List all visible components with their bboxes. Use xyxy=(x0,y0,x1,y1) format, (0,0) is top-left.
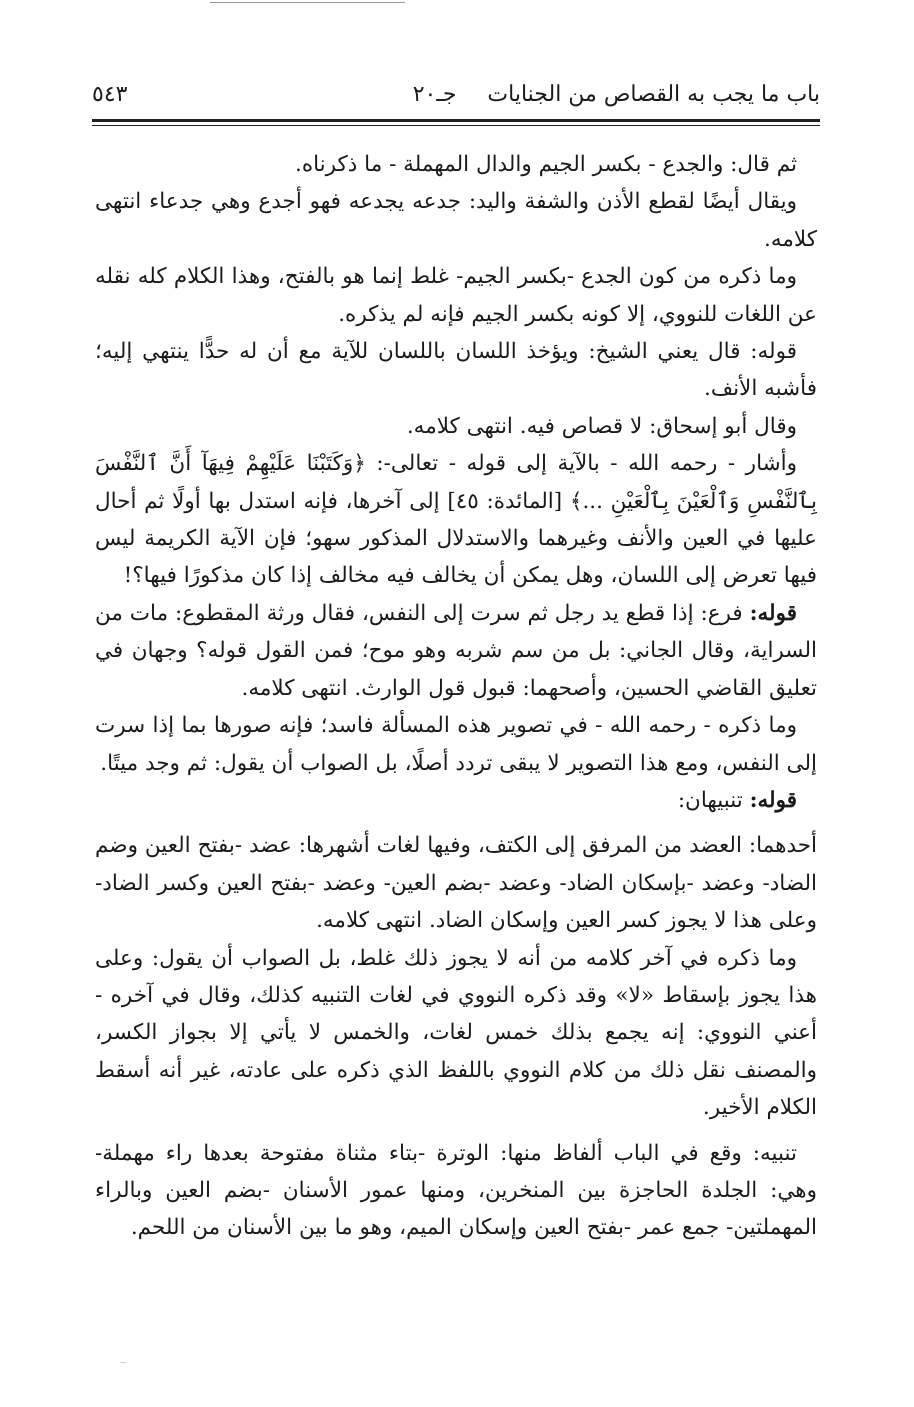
paragraph-text: وما ذكره - رحمه الله - في تصوير هذه المسألة فاسد؛ فإنه صورها بما إذا سرت إلى النفس، ومع هذا التصوير لا يبقى تردد أصلًا، بل الصواب أن يقول: ثم وجد ميتًا. xyxy=(95,713,817,776)
paragraph xyxy=(95,333,817,408)
paragraph xyxy=(95,827,817,939)
paragraph-gap xyxy=(95,819,817,827)
running-header xyxy=(92,78,820,114)
paragraph-text: تنبيه: وقع في الباب ألفاظ منها: الوترة -بتاء مثناة مفتوحة بعدها راء مهملة- وهي: الجلدة الحاجزة بين المنخرين، ومنها عمور الأسنان -بضم العين وبالراء المهملتين- جمع عمر -بفتح العين وإسكان الميم، وهو ما بين الأسنان من اللحم. xyxy=(95,1140,817,1241)
paragraph xyxy=(95,146,817,183)
paragraph-text: قوله: قال يعني الشيخ: ويؤخذ اللسان باللسان للآية مع أن له حدًّا ينتهي إليه؛ فأشبه الأنف. xyxy=(95,339,817,402)
volume-number: جـ٢٠ xyxy=(412,82,457,107)
paragraph xyxy=(95,183,817,258)
paragraph-text: وأشار - رحمه الله - بالآية إلى قوله - تعالى-: ﴿وَكَتَبْنَا عَلَيْهِمْ فِيهَآ أَنَّ ٱلنَّفْسَ بِٱلنَّفْسِ وَٱلْعَيْنَ بِٱلْعَيْنِ ...﴾ [المائدة: ٤٥] إلى آخرها، فإنه استدل بها أولًا ثم أحال عليها في العين والأنف وغيرهما والاستدلال المذكور سهو؛ فإن الآية الكريمة ليس فيها تعرض إلى اللسان، وهل يمكن أن يخالف فيه مخالف إذا كان مذكورًا فيها؟! xyxy=(95,451,817,589)
paragraph-lead: قوله: xyxy=(749,600,797,626)
page-number: ٥٤٣ xyxy=(92,82,128,107)
paragraph-text: ثم قال: والجدع - بكسر الجيم والدال المهملة - ما ذكرناه. xyxy=(295,152,797,177)
header-rule-thick xyxy=(92,119,820,122)
paragraph xyxy=(95,445,817,595)
paragraph-text: وما ذكره من كون الجدع -بكسر الجيم- غلط إنما هو بالفتح، وهذا الكلام كله نقله عن اللغات للنووي، إلا كونه بكسر الجيم فإنه لم يذكره. xyxy=(95,264,817,327)
paragraph xyxy=(95,408,817,445)
paragraph-text: وما ذكره في آخر كلامه من أنه لا يجوز ذلك غلط، بل الصواب أن يقول: وعلى هذا يجوز بإسقاط «لا» وقد ذكره النووي في لغات التنبيه كذلك، وقال في آخره - أعني النووي: إنه يجمع بذلك خمس لغات، والخمس لا يأتي إلا بجواز الكسر، والمصنف نقل ذلك من كلام النووي باللفظ الذي ذكره على عادته، غير أنه أسقط الكلام الأخير. xyxy=(95,945,817,1121)
paragraph-lead: قوله: xyxy=(749,787,797,813)
chapter-title: باب ما يجب به القصاص من الجنايات xyxy=(487,82,820,107)
paragraph xyxy=(95,940,817,1127)
paragraph xyxy=(95,258,817,333)
header-rule-thin xyxy=(92,125,820,126)
header-title-block xyxy=(413,82,820,107)
paragraph xyxy=(95,595,817,707)
paragraph-text: ويقال أيضًا لقطع الأذن والشفة واليد: جدعه يجدعه فهو أجدع وهي جدعاء انتهى كلامه. xyxy=(95,189,817,252)
paragraph-gap xyxy=(95,1127,817,1135)
paragraph-text: وقال أبو إسحاق: لا قصاص فيه. انتهى كلامه. xyxy=(406,413,797,439)
paragraph-text: أحدهما: العضد من المرفق إلى الكتف، وفيها لغات أشهرها: عضد -بفتح العين وضم الضاد- وعضد -بإسكان الضاد- وعضد -بضم العين- وعضد -بفتح العين وكسر الضاد- وعلى هذا لا يجوز كسر العين وإسكان الضاد. انتهى كلامه. xyxy=(95,833,817,934)
paragraph-text: تنبيهان: xyxy=(677,787,750,813)
paragraph xyxy=(95,707,817,782)
paragraph xyxy=(95,782,817,819)
top-edge-mark xyxy=(210,2,405,3)
scan-speck xyxy=(120,1362,126,1363)
paragraph-text: فرع: إذا قطع يد رجل ثم سرت إلى النفس، فقال ورثة المقطوع: مات من السراية، وقال الجاني: بل من سم شربه وهو موح؛ فمن القول قوله؟ وجهان في تعليق القاضي الحسين، وأصحهما: قبول قول الوارث. انتهى كلامه. xyxy=(95,600,817,701)
body-text xyxy=(95,146,817,1247)
paragraph xyxy=(95,1135,817,1247)
